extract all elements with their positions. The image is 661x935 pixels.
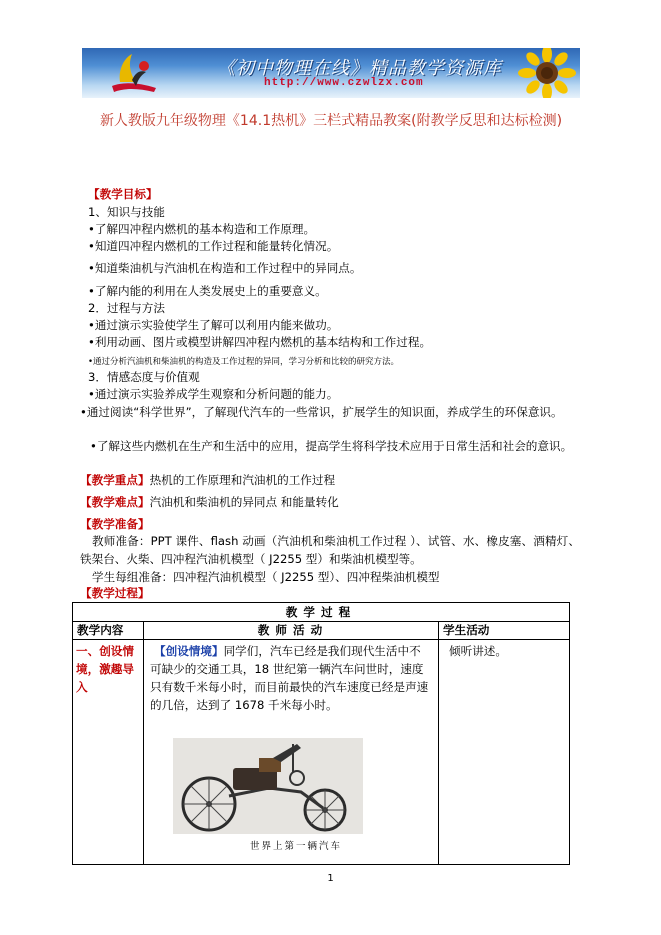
emotion-item-1: •通过演示实验养成学生观察和分析问题的能力。 (88, 387, 339, 401)
teacher-paragraph (150, 642, 432, 714)
column-header-teacher: 教师活动 (144, 622, 439, 640)
knowledge-item-1: •了解四冲程内燃机的基本构造和工作原理。 (88, 222, 316, 236)
key-point-text: 热机的工作原理和汽油机的工作过程 (149, 473, 336, 487)
emotion-item-2: •通过阅读“科学世界”，了解现代汽车的一些常识，扩展学生的知识面，养成学生的环保意识。 (80, 405, 563, 419)
process-item-2: •利用动画、图片或模型讲解四冲程内燃机的基本结构和工作过程。 (88, 335, 432, 349)
logo-icon (108, 52, 162, 94)
first-car-image (173, 738, 363, 834)
teaching-process-table (72, 602, 570, 865)
process-item-1: •通过演示实验使学生了解可以利用内能来做功。 (88, 318, 339, 332)
image-caption: 世界上第一辆汽车 (249, 841, 342, 852)
row-student-cell: 倾听讲述。 (439, 640, 570, 865)
table-title: 教学过程 (73, 603, 570, 622)
sunflower-icon (514, 48, 580, 98)
row-teacher-cell (144, 640, 439, 865)
knowledge-item-4: •了解内能的利用在人类发展史上的重要意义。 (88, 284, 327, 298)
teacher-text: 同学们，汽车已经是我们现代生活中不可缺少的交通工具，18 世纪第一辆汽车问世时，速度只有数千米每小时，而目前最快的汽车速度已经是声速的几倍，达到了 1678 千米每小时。 (150, 644, 429, 712)
knowledge-item-3: •知道柴油机与汽油机在构造和工作过程中的异同点。 (88, 261, 362, 275)
key-point-label: 【教学重点】 (80, 473, 150, 487)
banner-url: http://www.czwlzx.com (264, 77, 424, 89)
column-header-student: 学生活动 (439, 622, 570, 640)
page-number: 1 (327, 873, 334, 884)
student-preparation: 学生每组准备：四冲程汽油机模型（ J2255 型）、四冲程柴油机模型 (92, 570, 440, 584)
table-row (73, 640, 570, 865)
objectives-section-1: 1、知识与技能 (88, 205, 165, 219)
difficult-point (80, 494, 339, 510)
site-banner (82, 48, 580, 98)
preparation-heading: 【教学准备】 (80, 517, 150, 531)
objectives-section-2: 2．过程与方法 (88, 301, 165, 315)
knowledge-item-2: •知道四冲程内燃机的工作过程和能量转化情况。 (88, 239, 339, 253)
objectives-heading: 【教学目标】 (88, 187, 158, 201)
objectives-section-3: 3．情感态度与价值观 (88, 370, 200, 384)
difficult-point-text: 汽油机和柴油机的异同点 和能量转化 (149, 495, 339, 509)
row-content-cell: 一、创设情境，激趣导入 (73, 640, 144, 865)
document-title: 新人教版九年级物理《14.1热机》三栏式精品教案(附教学反思和达标检测) (99, 113, 563, 129)
process-item-3: •通过分析汽油机和柴油机的构造及工作过程的异同，学习分析和比较的研究方法。 (88, 357, 400, 367)
process-heading: 【教学过程】 (80, 586, 150, 600)
teacher-preparation: 教师准备：PPT 课件、flash 动画（汽油机和柴油机工作过程 ）、试管、水、橡皮塞、酒精灯、铁架台、火柴、四冲程汽油机模型（ J2255 型）和柴油机模型等。 (80, 534, 580, 566)
banner-title: 《初中物理在线》精品教学资源库 (217, 58, 502, 79)
teacher-lead: 【创设情境】 (154, 644, 224, 658)
key-point (80, 472, 335, 488)
column-header-content: 教学内容 (73, 622, 144, 640)
difficult-point-label: 【教学难点】 (80, 495, 150, 509)
emotion-item-3: •了解这些内燃机在生产和生活中的应用，提高学生将科学技术应用于日常生活和社会的意识。 (90, 439, 573, 453)
